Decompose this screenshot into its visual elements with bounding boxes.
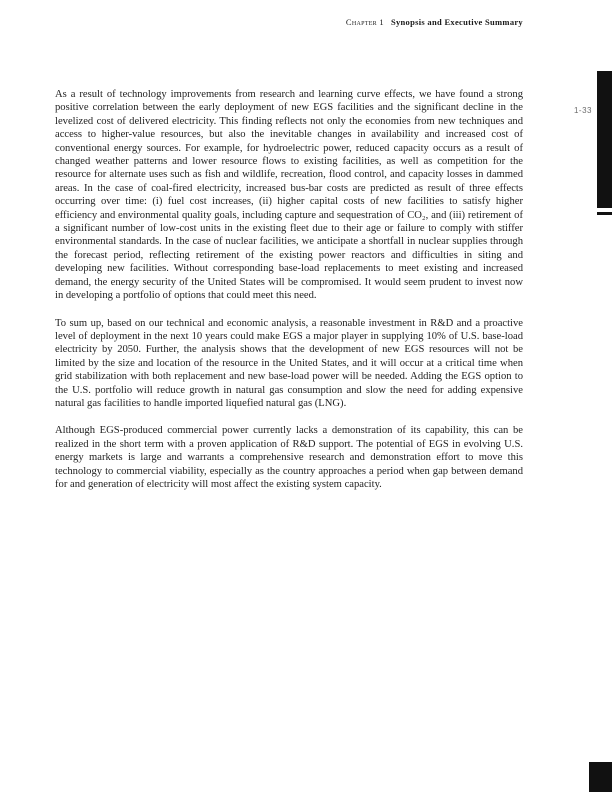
page-number: 1-33 (573, 106, 592, 115)
corner-tab (589, 762, 612, 792)
chapter-edge-tab-notch (597, 212, 612, 215)
running-header-chapter: Chapter 1 (345, 17, 384, 27)
running-header (55, 17, 523, 27)
running-header-title: Synopsis and Executive Summary (390, 17, 523, 27)
paragraph-1: As a result of technology improvements from research and learning curve effects, we have found a strong positive correlation between the early deployment of new EGS facilities and the significant decline in the levelized cost of delivered electricity. This finding reflects not only the economies from new techniques and access to higher-value resources, but also the inevitable changes in availability and increased cost of conventional energy sources. For example, for hydroelectric power, reduced capacity occurs as a result of changed weather patterns and lower resource flows to existing facilities, as well as competition for the resource for alternate uses such as fish and wildlife, recreation, flood control, and capacity losses in dammed areas. In the case of coal-fired electricity, increased bus-bar costs are predicted as result of three effects occurring over time: (i) fuel cost increases, (ii) higher capital costs of new facilities to satisfy higher efficiency and environmental quality goals, including capture and sequestration of CO₂, and (iii) retirement of a significant number of low-cost units in the existing fleet due to their age or failure to comply with stiffer environmental standards. In the case of nuclear facilities, we anticipate a shortfall in nuclear supplies through the forecast period, reflecting retirement of the existing power reactors and difficulties in siting and developing new facilities. Without corresponding base-load replacements to meet existing and increased demand, the energy security of the United States will be compromised. It would seem prudent to invest now in developing a portfolio of options that could meet this need. (55, 89, 523, 302)
chapter-edge-tab (597, 71, 612, 208)
paragraph-2: To sum up, based on our technical and economic analysis, a reasonable investment in R&D and a proactive level of deployment in the next 10 years could make EGS a major player in supplying 10% of U.S. base-load electricity by 2050. Further, the analysis shows that the development of new EGS resources will not be limited by the size and location of the resource in the United States, and it will occur at a critical time when grid stabilization with both replacement and new base-load power will be needed. Adding the EGS option to the U.S. portfolio will reduce growth in natural gas consumption and slow the need for adding expensive natural gas facilities to handle imported liquefied natural gas (LNG). (55, 317, 523, 409)
body-text-block (55, 88, 523, 505)
paragraph-3: Although EGS-produced commercial power currently lacks a demonstration of its capability, this can be realized in the short term with a proven application of R&D support. The potential of EGS in evolving U.S. energy markets is large and warrants a comprehensive research and demonstration effort to move this technology to commercial viability, especially as the country approaches a period when gap between demand for and generation of electricity will most affect the existing system capacity. (55, 425, 523, 490)
